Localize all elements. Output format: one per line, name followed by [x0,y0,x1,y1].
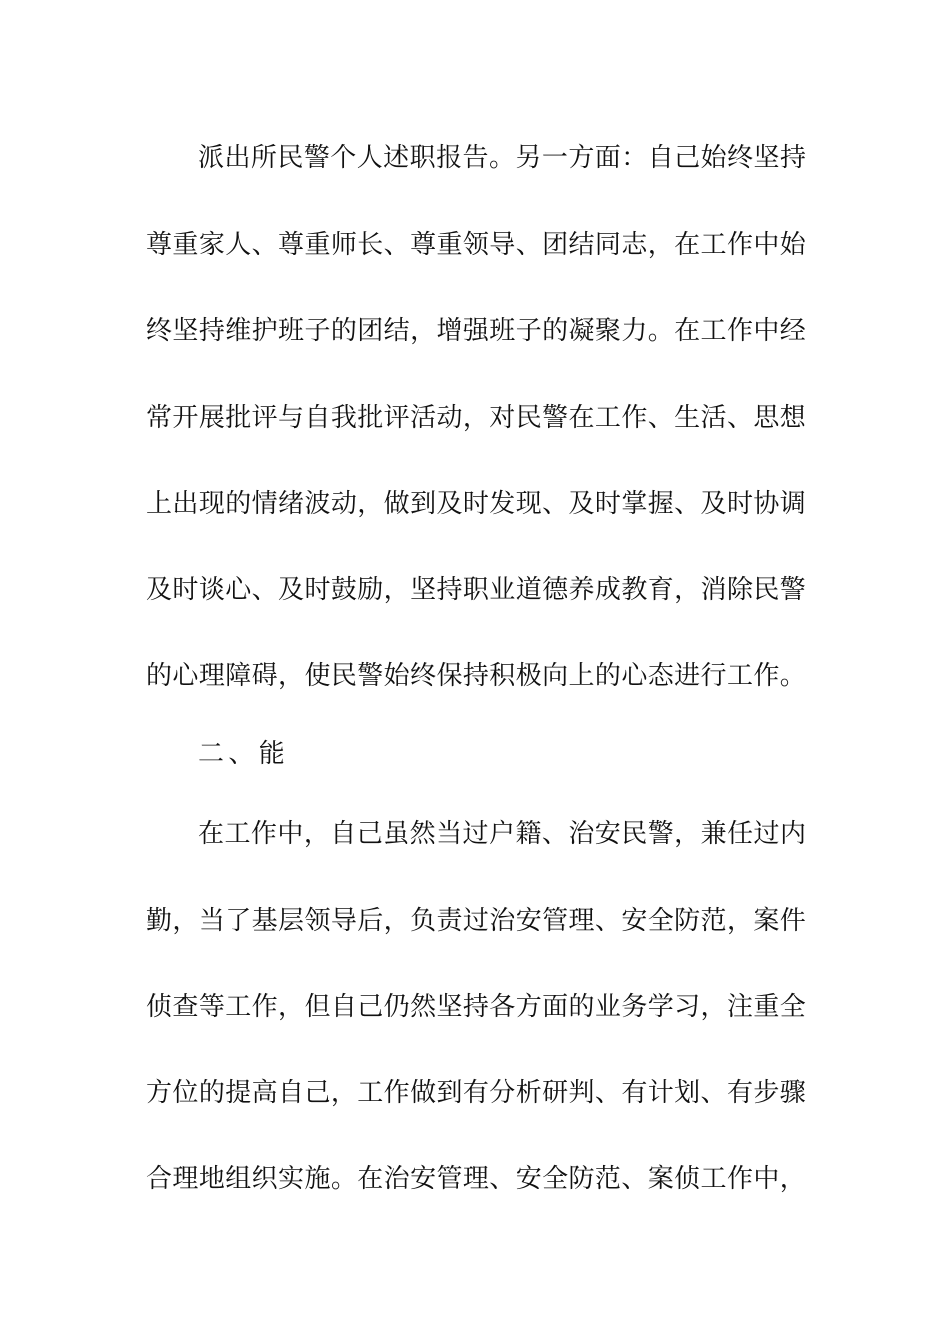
paragraph-2-line-5: 合 理 地 组 织 实 施 。 在 治 安 管 理 、 安 全 防 范 、 案 侦 工 作 中 ， [146,1164,806,1194]
section-heading: 二、能 [198,739,290,769]
paragraph-1-line-1: 派 出 所 民 警 个 人 述 职 报 告 。 另 一 方 面 ： 自 己 始 终 坚 持 [198,143,806,173]
paragraph-1-line-6: 及 时 谈 心 、 及 时 鼓 励 ， 坚 持 职 业 道 德 养 成 教 育 ， 消 除 民 警 [146,575,806,605]
paragraph-1-line-7: 的 心 理 障 碍 ， 使 民 警 始 终 保 持 积 极 向 上 的 心 态 进 行 工 作 。 [146,661,806,691]
paragraph-1-line-4: 常 开 展 批 评 与 自 我 批 评 活 动 ， 对 民 警 在 工 作 、 生 活 、 思 想 [146,403,806,433]
paragraph-2-line-4: 方 位 的 提 高 自 己 ， 工 作 做 到 有 分 析 研 判 、 有 计 划 、 有 步 骤 [146,1078,806,1108]
paragraph-1-line-5: 上 出 现 的 情 绪 波 动 ， 做 到 及 时 发 现 、 及 时 掌 握 、 及 时 协 调 [146,489,806,519]
paragraph-2-line-3: 侦 查 等 工 作 ， 但 自 己 仍 然 坚 持 各 方 面 的 业 务 学 习 ， 注 重 全 [146,992,806,1022]
paragraph-1-line-3: 终 坚 持 维 护 班 子 的 团 结 ， 增 强 班 子 的 凝 聚 力 。 在 工 作 中 经 [146,316,806,346]
paragraph-2-line-2: 勤 ， 当 了 基 层 领 导 后 ， 负 责 过 治 安 管 理 、 安 全 防 范 ， 案 件 [146,906,806,936]
paragraph-1-line-2: 尊 重 家 人 、 尊 重 师 长 、 尊 重 领 导 、 团 结 同 志 ， 在 工 作 中 始 [146,230,806,260]
paragraph-2-line-1: 在 工 作 中 ， 自 己 虽 然 当 过 户 籍 、 治 安 民 警 ， 兼 任 过 内 [198,819,806,849]
